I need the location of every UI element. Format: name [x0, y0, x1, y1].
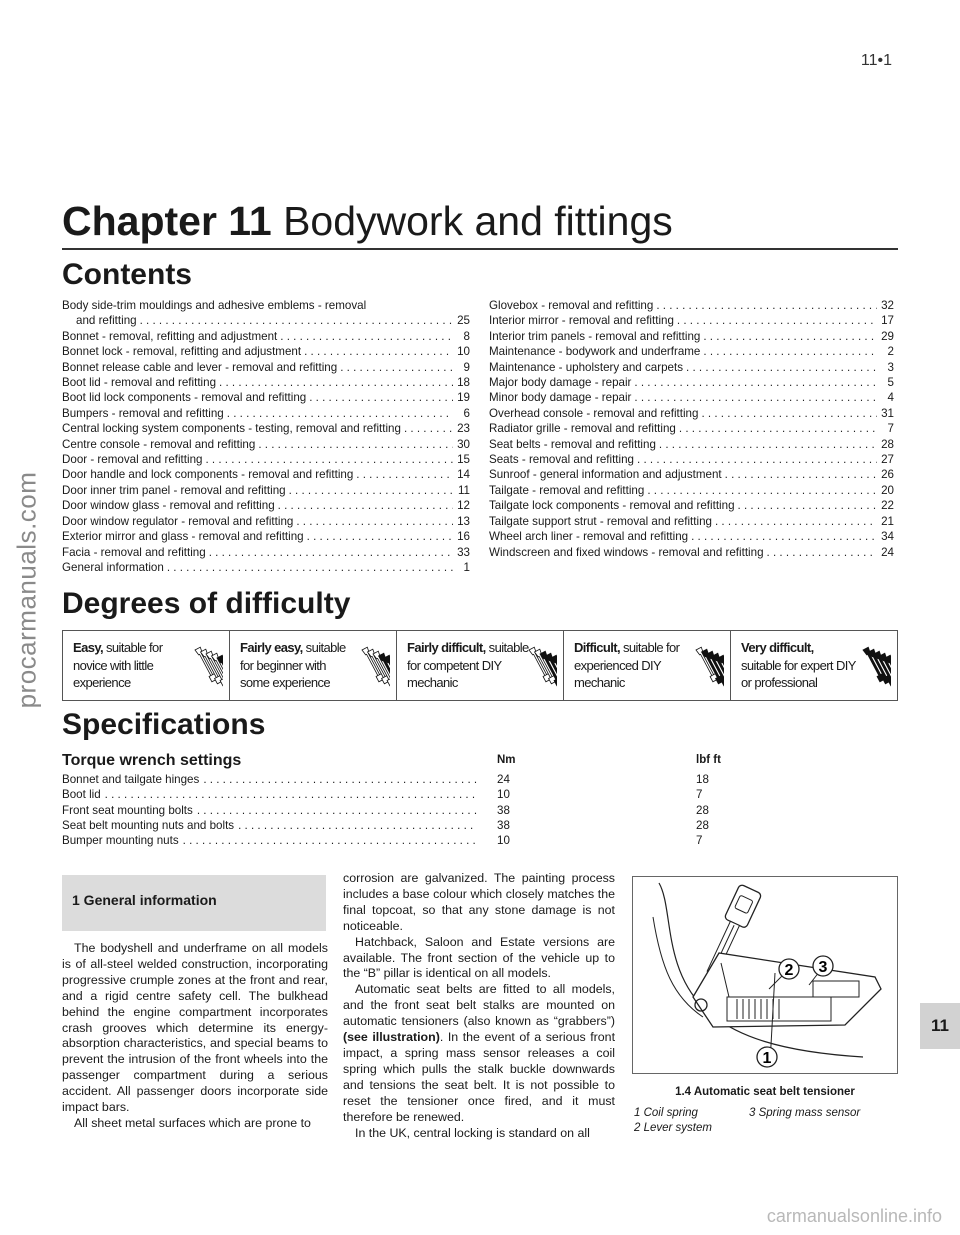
dot-leader [637, 452, 877, 467]
chapter-tab: 11 [920, 1003, 960, 1049]
difficulty-line: for beginner with [240, 657, 326, 673]
callout-1: 1 [762, 1050, 772, 1067]
torque-item: Front seat mounting bolts [62, 803, 193, 817]
contents-entry [489, 406, 894, 421]
dot-leader [340, 360, 453, 375]
dot-leader [703, 344, 877, 359]
contents-entry-page: 17 [881, 314, 894, 328]
contents-entry-page: 16 [457, 530, 470, 544]
contents-entry [489, 313, 894, 328]
dot-leader [278, 498, 453, 513]
dot-leader [304, 344, 453, 359]
difficulty-text: suitable for [103, 640, 163, 655]
contents-entry-title: Door - removal and refitting [62, 453, 203, 467]
contents-entry [489, 390, 894, 405]
difficulty-level [230, 631, 397, 700]
side-watermark: procarmanuals.com [11, 471, 42, 709]
paragraph: All sheet metal surfaces which are prone to [74, 1115, 311, 1130]
contents-entry [489, 514, 894, 529]
body-column-2 [343, 871, 615, 1141]
dot-leader [227, 406, 453, 421]
torque-row [62, 833, 477, 848]
contents-entry-page: 1 [463, 560, 470, 574]
contents-entry-title: Interior mirror - removal and refitting [489, 314, 674, 328]
contents-entry [62, 529, 470, 544]
contents-entry-title: Maintenance - upholstery and carpets [489, 360, 683, 374]
contents-entry-title: Boot lid lock components - removal and refitting [62, 391, 307, 405]
contents-entry-title: Door window glass - removal and refitting [62, 499, 275, 513]
dot-leader [634, 375, 877, 390]
contents-entry-title: Body side-trim mouldings and adhesive emblems - removal [62, 299, 367, 312]
contents-entry-title: Seats - removal and refitting [489, 453, 634, 467]
dot-leader [659, 437, 877, 452]
contents-entry [62, 390, 470, 405]
footer-watermark: carmanualsonline.info [766, 1206, 942, 1226]
figure-image [632, 876, 898, 1074]
torque-item: Seat belt mounting nuts and bolts [62, 818, 235, 832]
torque-nm: 10 [497, 788, 510, 802]
dot-leader [296, 514, 453, 529]
torque-row [62, 818, 477, 833]
figure-caption: 1.4 Automatic seat belt tensioner [675, 1086, 855, 1098]
col-head-lbf: lbf ft [696, 754, 721, 766]
contents-entry-title: Door inner trim panel - removal and refitting [62, 483, 286, 497]
contents-entry-page: 26 [881, 468, 894, 482]
spanner-icon [360, 644, 390, 692]
contents-entry [489, 545, 894, 560]
chapter-rule [62, 248, 898, 250]
contents-entry-title: Glovebox - removal and refitting [489, 299, 654, 312]
dot-leader [197, 803, 477, 818]
chapter-label: Chapter 11 [62, 198, 272, 244]
contents-entry [62, 313, 470, 328]
contents-entry-page: 3 [887, 360, 894, 374]
contents-entry-page: 5 [887, 376, 894, 390]
dot-leader [701, 406, 877, 421]
contents-entry-page: 23 [457, 422, 470, 436]
torque-item: Bonnet and tailgate hinges [62, 773, 200, 786]
contents-entry-title: and refitting [76, 314, 137, 328]
contents-entry-page: 12 [457, 499, 470, 513]
contents-entry-title: Tailgate lock components - removal and refitting [489, 499, 735, 513]
torque-nm: 38 [497, 803, 510, 817]
torque-row [62, 772, 477, 787]
dot-leader [656, 298, 877, 313]
difficulty-text: suitable [485, 640, 529, 655]
chapter-heading [62, 198, 673, 245]
contents-entry-page: 19 [457, 391, 470, 405]
callout-3: 3 [818, 959, 828, 976]
contents-entry-title: Facia - removal and refitting [62, 545, 206, 559]
contents-entry-title: Minor body damage - repair [489, 391, 632, 405]
contents-entry [62, 298, 470, 313]
contents-entry-title: Major body damage - repair [489, 376, 632, 390]
contents-entry-page: 7 [887, 422, 894, 436]
contents-entry-page: 33 [457, 545, 470, 559]
dot-leader [309, 390, 453, 405]
contents-entry-title: Door handle and lock components - removal and refitting [62, 468, 354, 482]
contents-entry-title: Bonnet lock - removal, refitting and adjustment [62, 345, 302, 359]
torque-nm: 24 [497, 773, 510, 786]
body-column-1 [62, 941, 328, 1132]
difficulty-scale [62, 630, 898, 701]
contents-entry [62, 406, 470, 421]
section-title: 1 General information [72, 892, 217, 908]
dot-leader [219, 375, 453, 390]
contents-heading: Contents [62, 258, 192, 291]
dot-leader [140, 313, 453, 328]
spanner-icon [861, 644, 891, 692]
callout-2: 2 [784, 962, 794, 979]
contents-entry-title: Bumpers - removal and refitting [62, 406, 224, 420]
contents-entry [489, 529, 894, 544]
difficulty-text: suitable [302, 640, 346, 655]
torque-item: Bumper mounting nuts [62, 834, 179, 848]
contents-entry-title: Overhead console - removal and refitting [489, 406, 699, 420]
contents-entry-page: 14 [457, 468, 470, 482]
seat-belt-tensioner-drawing [633, 877, 897, 1073]
difficulty-line: mechanic [407, 675, 458, 690]
contents-entry [62, 498, 470, 513]
page-number: 11•1 [860, 52, 892, 69]
difficulty-level [731, 631, 897, 700]
torque-item: Boot lid [62, 788, 101, 802]
contents-entry [62, 545, 470, 560]
contents-entry-page: 21 [881, 514, 894, 528]
paragraph: The bodyshell and underframe on all models is of all-steel welded construction, incorporating progressive crumple zones at the front and rear, and a rigid centre safety cell. The bulkhead behind the engine compartment incorporates crash grooves which determine its energy-absorption characteristics, and special beams to prevent the intrusion of the front wheels into the passenger compartment during a serious accident. All passenger doors incorporate side impact bars. [62, 941, 328, 1115]
dot-leader [647, 483, 877, 498]
difficulty-line: suitable for expert DIY [741, 657, 856, 673]
contents-entry-title: Interior trim panels - removal and refitting [489, 329, 701, 343]
difficulty-line: for competent DIY [407, 657, 502, 673]
contents-entry-page: 15 [457, 453, 470, 467]
difficulty-level-name: Fairly easy, [240, 640, 303, 655]
contents-entry-page: 2 [887, 345, 894, 359]
contents-entry-title: Bonnet - removal, refitting and adjustment [62, 329, 278, 343]
contents-entry-page: 30 [457, 437, 470, 451]
contents-right-column [489, 298, 894, 560]
dot-leader [738, 498, 877, 513]
contents-entry-page: 8 [463, 329, 470, 343]
contents-entry [489, 483, 894, 498]
contents-entry-title: Tailgate - removal and refitting [489, 483, 645, 497]
difficulty-line: some experience [240, 675, 330, 690]
contents-entry [489, 452, 894, 467]
difficulty-level-name: Fairly difficult, [407, 640, 486, 655]
contents-entry-page: 24 [881, 545, 894, 559]
dot-leader [280, 329, 453, 344]
contents-entry [489, 498, 894, 513]
difficulty-heading: Degrees of difficulty [62, 587, 351, 620]
dot-leader [356, 467, 453, 482]
contents-entry [489, 421, 894, 436]
contents-entry [489, 329, 894, 344]
contents-entry [489, 298, 894, 313]
contents-entry-page: 13 [457, 514, 470, 528]
spanner-icon [694, 644, 724, 692]
contents-entry [62, 437, 470, 452]
dot-leader [703, 329, 877, 344]
contents-entry-page: 28 [881, 437, 894, 451]
torque-lbf: 18 [696, 773, 709, 786]
contents-entry-title: Radiator grille - removal and refitting [489, 422, 676, 436]
contents-entry-page: 4 [887, 391, 894, 405]
dot-leader [691, 529, 877, 544]
contents-entry [489, 437, 894, 452]
torque-nm: 10 [497, 834, 510, 848]
torque-row [62, 803, 477, 818]
difficulty-line: mechanic [574, 675, 625, 690]
difficulty-level [564, 631, 731, 700]
dot-leader [715, 514, 877, 529]
difficulty-text: suitable for [620, 640, 680, 655]
contents-entry-page: 31 [881, 406, 894, 420]
contents-entry-page: 9 [463, 360, 470, 374]
dot-leader [203, 772, 477, 787]
difficulty-line: experienced DIY [574, 657, 662, 673]
contents-entry-title: Sunroof - general information and adjustment [489, 468, 722, 482]
contents-entry-title: Windscreen and fixed windows - removal and refitting [489, 545, 764, 559]
figure-key-3: 3 Spring mass sensor [749, 1107, 861, 1119]
contents-entry-title: Wheel arch liner - removal and refitting [489, 530, 689, 544]
contents-entry-page: 25 [457, 314, 470, 328]
dot-leader [167, 560, 453, 575]
dot-leader [679, 421, 877, 436]
difficulty-level [397, 631, 564, 700]
torque-nm: 38 [497, 818, 510, 832]
contents-entry [62, 483, 470, 498]
illustration-reference: (see illustration) [343, 1030, 440, 1045]
contents-entry-page: 11 [457, 483, 470, 497]
spanner-icon [193, 644, 223, 692]
dot-leader [258, 437, 453, 452]
paragraph: Hatchback, Saloon and Estate versions are available. The front section of the vehicle up to the “B” pillar is identical on all models. [343, 934, 615, 981]
dot-leader [209, 545, 453, 560]
dot-leader [238, 818, 477, 833]
chapter-title: Bodywork and fittings [283, 198, 673, 244]
paragraph: In the UK, central locking is standard on all [355, 1125, 590, 1140]
contents-left-column [62, 298, 470, 575]
contents-entry-page: 6 [463, 406, 470, 420]
contents-entry-title: Bonnet release cable and lever - removal and refitting [62, 360, 338, 374]
difficulty-line: novice with little [73, 657, 154, 673]
contents-entry-page: 34 [881, 530, 894, 544]
torque-lbf: 28 [696, 803, 709, 817]
difficulty-level-name: Very difficult, [741, 640, 814, 655]
contents-entry [62, 360, 470, 375]
dot-leader [183, 833, 477, 848]
spanner-icon [527, 644, 557, 692]
contents-entry [489, 375, 894, 390]
col-head-nm: Nm [497, 754, 516, 766]
dot-leader [686, 360, 877, 375]
dot-leader [767, 545, 877, 560]
contents-entry [62, 329, 470, 344]
torque-row [62, 787, 477, 802]
contents-entry-page: 10 [457, 345, 470, 359]
difficulty-level-name: Difficult, [574, 640, 620, 655]
contents-entry-title: Door window regulator - removal and refitting [62, 514, 294, 528]
contents-entry-page: 29 [881, 329, 894, 343]
dot-leader [677, 313, 877, 328]
contents-entry-title: Central locking system components - testing, removal and refitting [62, 422, 401, 436]
torque-settings-title: Torque wrench settings [62, 752, 242, 769]
contents-entry-page: 22 [881, 499, 894, 513]
torque-lbf: 28 [696, 818, 709, 832]
contents-entry-title: Tailgate support strut - removal and refitting [489, 514, 712, 528]
contents-entry [62, 375, 470, 390]
contents-entry-page: 18 [457, 376, 470, 390]
difficulty-line: or professional [741, 675, 818, 690]
difficulty-level-name: Easy, [73, 640, 104, 655]
contents-entry [62, 467, 470, 482]
dot-leader [205, 452, 453, 467]
contents-entry [62, 344, 470, 359]
contents-entry [62, 421, 470, 436]
contents-entry [489, 467, 894, 482]
contents-entry [489, 344, 894, 359]
torque-lbf: 7 [696, 788, 703, 802]
dot-leader [634, 390, 877, 405]
specifications-heading: Specifications [62, 708, 266, 741]
paragraph: corrosion are galvanized. The painting process includes a base colour which closely matches the final topcoat, so that any stone damage is not noticeable. [343, 871, 615, 933]
contents-entry-page: 20 [881, 483, 894, 497]
dot-leader [307, 529, 453, 544]
figure-key-2: 2 Lever system [634, 1122, 712, 1134]
dot-leader [404, 421, 453, 436]
paragraph: Automatic seat belts are fitted to all models, and the front seat belt stalks are mounted on automatic tensioners (also known as “grabbers”) (see illustration). In the event of a serious front impact, a spring mass sensor releases a coil spring which pulls the stalk buckle downwards and tensions the seat belt. It is not possible to reset the tensioner once fired, and it must therefore be renewed. [343, 982, 616, 1124]
contents-entry [62, 452, 470, 467]
difficulty-level [63, 631, 230, 700]
contents-entry-title: Seat belts - removal and refitting [489, 437, 656, 451]
contents-entry-title: Centre console - removal and refitting [62, 437, 256, 451]
contents-entry-page: 32 [881, 299, 894, 312]
contents-entry [62, 560, 470, 575]
contents-entry-title: General information [62, 560, 164, 574]
contents-entry-page: 27 [881, 453, 894, 467]
contents-entry-title: Boot lid - removal and refitting [62, 376, 217, 390]
torque-lbf: 7 [696, 834, 703, 848]
figure-key-1: 1 Coil spring [634, 1107, 698, 1119]
contents-entry [489, 360, 894, 375]
dot-leader [289, 483, 453, 498]
contents-entry-title: Exterior mirror and glass - removal and refitting [62, 530, 304, 544]
contents-entry-title: Maintenance - bodywork and underframe [489, 345, 701, 359]
dot-leader [725, 467, 877, 482]
contents-entry [62, 514, 470, 529]
dot-leader [105, 787, 477, 802]
difficulty-line: experience [73, 675, 131, 690]
